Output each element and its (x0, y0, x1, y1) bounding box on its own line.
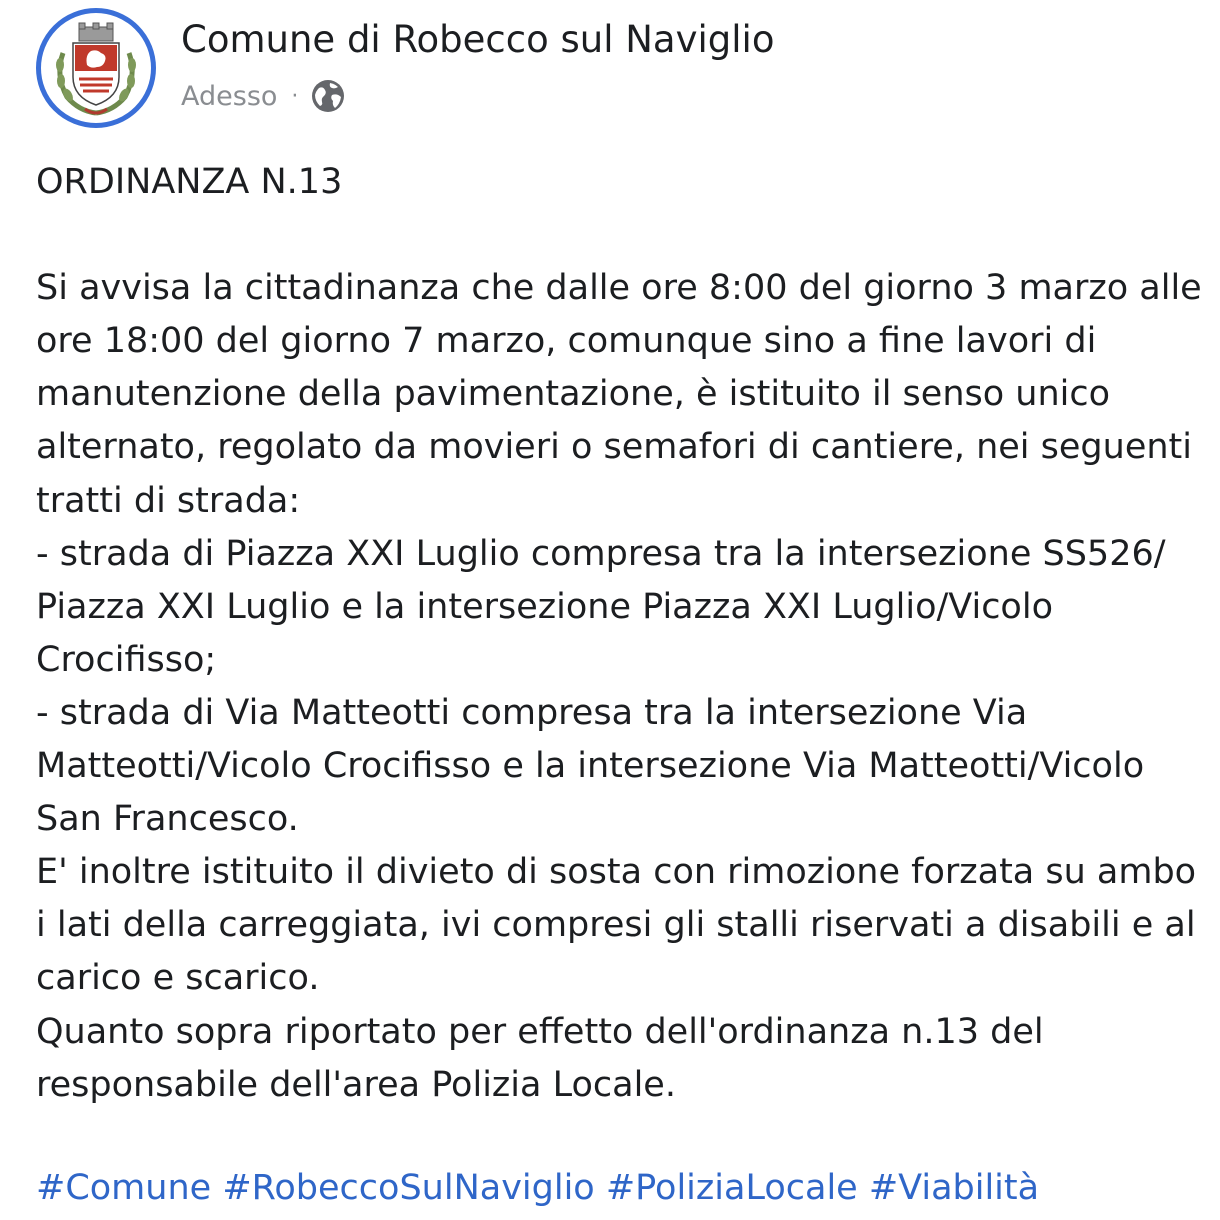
hashtag-viabilita[interactable]: #Viabilità (868, 1168, 1040, 1208)
post-body (36, 156, 1206, 1112)
hashtag-row (36, 1162, 1039, 1215)
meta-separator: · (291, 83, 299, 109)
coat-of-arms-icon (41, 13, 151, 123)
post-message: Si avvisa la cittadinanza che dalle ore 8:00 del giorno 3 marzo alle ore 18:00 del giorno 7 marzo, comunque sino a fine lavori di manutenzione della pavimentazione, è istituito il senso unico alternato, regolato da movieri o semafori di cantiere, nei seguenti tratti di strada: - strada di Piazza XXI Luglio compresa tra la intersezione SS526/ Piazza XXI Luglio e la intersezione Piazza XXI Luglio/Vicolo Crocifisso; - strada di Via Matteotti compresa tra la intersezione Via Matteotti/Vicolo Crocifisso e la intersezione Via Matteotti/Vicolo San Francesco. E' inoltre istituito il divieto di sosta con rimozione forzata su ambo i lati della carreggiata, ivi compresi gli stalli riservati a disabili e al carico e scarico. Quanto sopra riportato per effetto dell'ordinanza n.13 del responsabile dell'area Polizia Locale. (36, 268, 1202, 1105)
page-avatar[interactable] (36, 8, 156, 128)
hashtag-comune[interactable]: #Comune (36, 1168, 212, 1208)
hashtag-robecco-sul-naviglio[interactable]: #RobeccoSulNaviglio (222, 1168, 595, 1208)
post-title: ORDINANZA N.13 (36, 162, 343, 202)
globe-icon[interactable] (310, 78, 346, 114)
page-name[interactable]: Comune di Robecco sul Naviglio (181, 18, 775, 61)
post-meta (181, 76, 346, 116)
hashtag-polizia-locale[interactable]: #PoliziaLocale (605, 1168, 858, 1208)
post-timestamp[interactable]: Adesso (181, 80, 278, 112)
